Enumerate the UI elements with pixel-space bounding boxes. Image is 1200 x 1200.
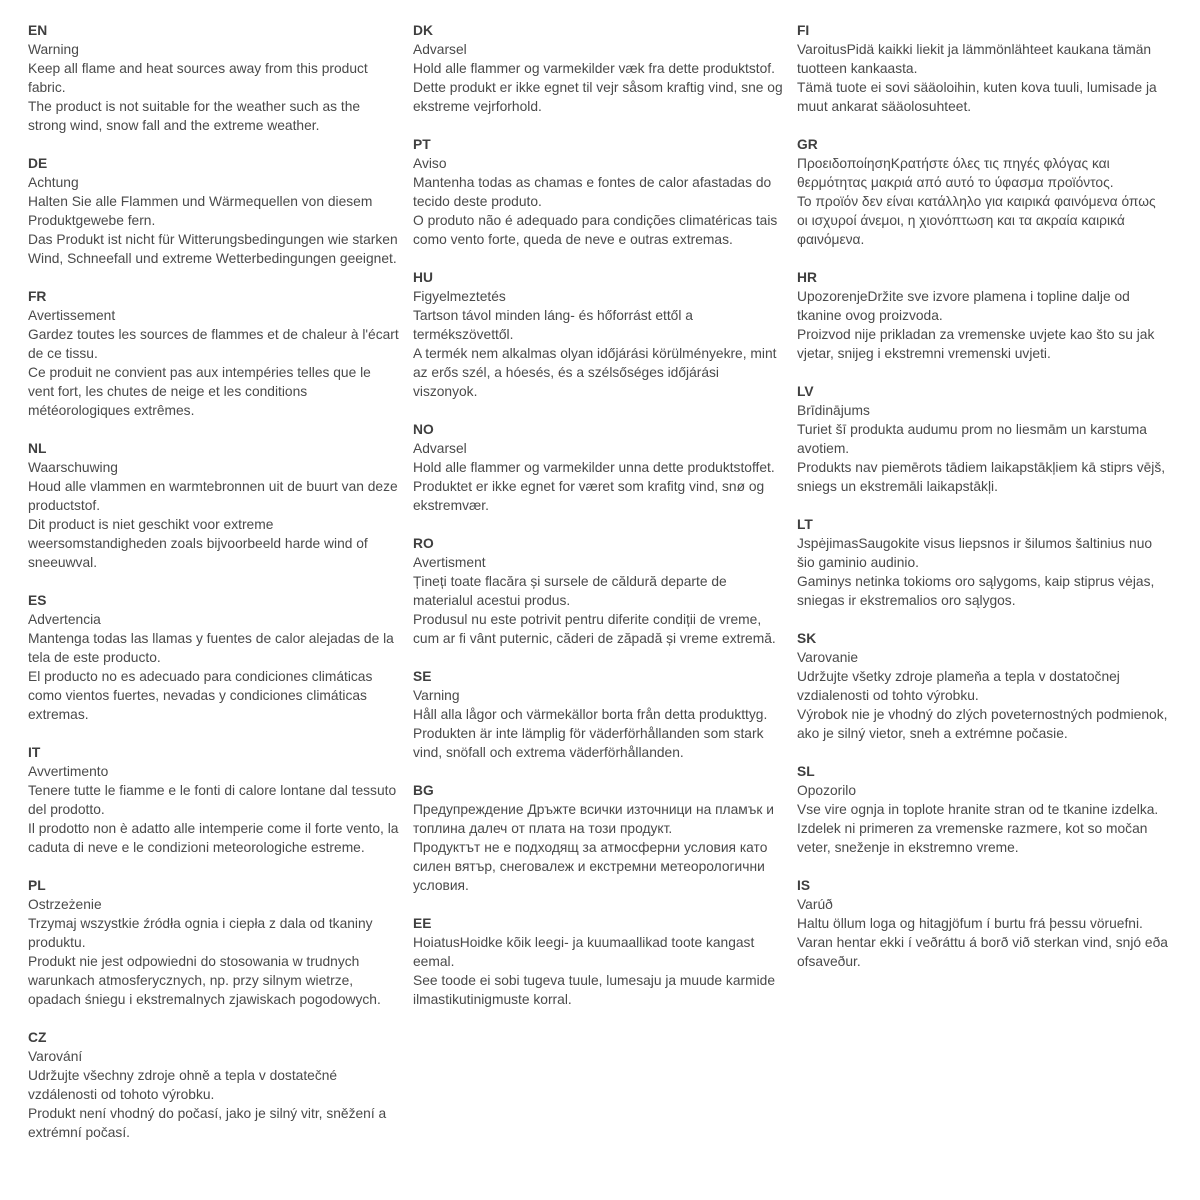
warning-sentence: Mantenga todas las llamas y fuentes de calor alejadas de la tela de este producto.	[28, 631, 394, 665]
lang-section-gr	[797, 135, 1169, 249]
warning-sentence: Haltu öllum loga og hitagjöfum í burtu frá þessu vöruefni.	[797, 916, 1143, 931]
warning-sentence: Produkts nav piemērots tādiem laikapstākļiem kā stiprs vējš, sniegs un ekstremāli laikapstākļi.	[797, 460, 1166, 494]
warning-sentence: ΠροειδοποίησηΚρατήστε όλες τις πηγές φλόγας και θερμότητας μακριά από αυτό το ύφασμα προϊόντος.	[797, 156, 1114, 190]
warning-sentence: HoiatusHoidke kõik leegi- ja kuumaallikad toote kangast eemal.	[413, 935, 755, 969]
warning-title: Varning	[413, 688, 460, 703]
warning-sentence: A termék nem alkalmas olyan időjárási körülményekre, mint az erős szél, a hóesés, és a szélsőséges időjárási viszonyok.	[413, 346, 777, 399]
lang-section-ee	[413, 914, 785, 1009]
warning-sentence: Gardez toutes les sources de flammes et de chaleur à l'écart de ce tissu.	[28, 327, 399, 361]
lang-code-lv: LV	[797, 384, 814, 399]
lang-code-de: DE	[28, 156, 48, 171]
warning-sentence: Produkten är inte lämplig för väderförhållanden som stark vind, snöfall och extrema väderförhållanden.	[413, 726, 764, 760]
lang-code-ro: RO	[413, 536, 434, 551]
lang-section-sl	[797, 762, 1169, 857]
lang-section-hr	[797, 268, 1169, 363]
warning-sentence: Dette produkt er ikke egnet til vejr såsom kraftig vind, sne og ekstreme vejrforhold.	[413, 80, 783, 114]
lang-section-nl	[28, 439, 400, 572]
lang-section-is	[797, 876, 1169, 971]
warning-sentence: Țineți toate flacăra și sursele de căldură departe de materialul acestui produs.	[413, 574, 727, 608]
lang-code-cz: CZ	[28, 1030, 47, 1045]
lang-section-fr	[28, 287, 400, 420]
lang-section-it	[28, 743, 400, 857]
warning-title: Brīdinājums	[797, 403, 870, 418]
warning-sentence: Предупреждение Дръжте всички източници на пламък и топлина далеч от плата на този продукт.	[413, 802, 774, 836]
lang-section-se	[413, 667, 785, 762]
warning-sentence: JspėjimasSaugokite visus liepsnos ir šilumos šaltinius nuo šio gaminio audinio.	[797, 536, 1153, 570]
lang-section-dk	[413, 21, 785, 116]
warning-sentence: O produto não é adequado para condições climatéricas tais como vento forte, queda de neve e outras extremas.	[413, 213, 778, 247]
warning-sentence: VaroitusPidä kaikki liekit ja lämmönlähteet kaukana tämän tuotteen kankaasta.	[797, 42, 1152, 76]
lang-section-es	[28, 591, 400, 724]
warning-title: Ostrzeżenie	[28, 897, 102, 912]
warning-sentence: Udržujte všechny zdroje ohně a tepla v dostatečné vzdálenosti od tohoto výrobku.	[28, 1068, 338, 1102]
lang-section-fi	[797, 21, 1169, 116]
lang-section-de	[28, 154, 400, 268]
lang-section-hu	[413, 268, 785, 401]
warning-title: Advertencia	[28, 612, 101, 627]
lang-code-pt: PT	[413, 137, 431, 152]
warning-title: Waarschuwing	[28, 460, 118, 475]
lang-section-pl	[28, 876, 400, 1009]
warning-sentence: Udržujte všetky zdroje plameňa a tepla v dostatočnej vzdialenosti od tohto výrobku.	[797, 669, 1120, 703]
lang-code-hu: HU	[413, 270, 433, 285]
warning-title: Advarsel	[413, 42, 467, 57]
lang-code-sl: SL	[797, 764, 815, 779]
lang-code-sk: SK	[797, 631, 817, 646]
warning-sentence: Turiet šī produkta audumu prom no liesmām un karstuma avotiem.	[797, 422, 1147, 456]
lang-code-gr: GR	[797, 137, 818, 152]
lang-code-fi: FI	[797, 23, 810, 38]
warning-sentence: Mantenha todas as chamas e fontes de calor afastadas do tecido deste produto.	[413, 175, 772, 209]
warning-title: Advarsel	[413, 441, 467, 456]
warning-title: Avvertimento	[28, 764, 109, 779]
warning-title: Warning	[28, 42, 79, 57]
column-2	[413, 21, 785, 1028]
warning-sentence: Izdelek ni primeren za vremenske razmere, kot so močan veter, sneženje in ekstremno vreme.	[797, 821, 1148, 855]
warning-title: Varovanie	[797, 650, 859, 665]
warning-sentence: Tenere tutte le fiamme e le fonti di calore lontane dal tessuto del prodotto.	[28, 783, 397, 817]
lang-code-is: IS	[797, 878, 811, 893]
warning-sentence: Το προϊόν δεν είναι κατάλληλο για καιρικά φαινόμενα όπως οι ισχυροί άνεμοι, η χιονόπτωση και τα ακραία καιρικά φαινόμενα.	[797, 194, 1156, 247]
warning-title: Avertisment	[413, 555, 486, 570]
lang-code-no: NO	[413, 422, 434, 437]
warning-sentence: Hold alle flammer og varmekilder væk fra dette produktstof.	[413, 61, 775, 76]
lang-section-lt	[797, 515, 1169, 610]
warning-sentence: UpozorenjeDržite sve izvore plamena i topline dalje od tkanine ovog proizvoda.	[797, 289, 1130, 323]
warning-sentence: Keep all flame and heat sources away from this product fabric.	[28, 61, 368, 95]
lang-section-sk	[797, 629, 1169, 743]
warning-sentence: Produkt nie jest odpowiedni do stosowania w trudnych warunkach atmosferycznych, np. przy silnym wietrze, opadach śniegu i ekstremalnych zjawiskach pogodowych.	[28, 954, 381, 1007]
lang-code-lt: LT	[797, 517, 813, 532]
warning-sentence: Gaminys netinka tokioms oro sąlygoms, kaip stiprus vėjas, sniegas ir ekstremalios oro sąlygos.	[797, 574, 1155, 608]
lang-section-en	[28, 21, 400, 135]
warning-sentence: Håll alla lågor och värmekällor borta från detta produkttyg.	[413, 707, 768, 722]
lang-code-ee: EE	[413, 916, 432, 931]
warning-sentence: Ce produit ne convient pas aux intempéries telles que le vent fort, les chutes de neige et les conditions météorologiques extrêmes.	[28, 365, 371, 418]
lang-section-bg	[413, 781, 785, 895]
warning-sentence: Produsul nu este potrivit pentru diferite condiții de vreme, cum ar fi vânt puternic, căderi de zăpadă și vreme extremă.	[413, 612, 776, 646]
warning-title: Achtung	[28, 175, 79, 190]
warning-sentence: Dit product is niet geschikt voor extreme weersomstandigheden zoals bijvoorbeeld harde wind of sneeuwval.	[28, 517, 368, 570]
warning-sentence: Il prodotto non è adatto alle intemperie come il forte vento, la caduta di neve e le condizioni meteorologiche estreme.	[28, 821, 399, 855]
lang-section-pt	[413, 135, 785, 249]
lang-code-en: EN	[28, 23, 48, 38]
lang-code-dk: DK	[413, 23, 433, 38]
warning-title: Varování	[28, 1049, 83, 1064]
lang-section-ro	[413, 534, 785, 648]
lang-code-se: SE	[413, 669, 432, 684]
warning-sentence: Продуктът не е подходящ за атмосферни условия като силен вятър, снеговалеж и екстремни метеорологични условия.	[413, 840, 768, 893]
warning-sentence: Proizvod nije prikladan za vremenske uvjete kao što su jak vjetar, snijeg i ekstremni vremenski uvjeti.	[797, 327, 1155, 361]
lang-section-no	[413, 420, 785, 515]
warning-sentence: Výrobok nie je vhodný do zlých poveternostných podmienok, ako je silný vietor, sneh a extrémne počasie.	[797, 707, 1168, 741]
lang-section-lv	[797, 382, 1169, 496]
warning-sentence: Produktet er ikke egnet for været som krafitg vind, snø og ekstremvær.	[413, 479, 765, 513]
warning-sentence: See toode ei sobi tugeva tuule, lumesaju ja muude karmide ilmastikutinigmuste korral.	[413, 973, 776, 1007]
warning-sentence: Vse vire ognja in toplote hranite stran od te tkanine izdelka.	[797, 802, 1159, 817]
lang-code-es: ES	[28, 593, 47, 608]
lang-code-nl: NL	[28, 441, 47, 456]
warning-title: Aviso	[413, 156, 447, 171]
lang-code-bg: BG	[413, 783, 434, 798]
lang-section-cz	[28, 1028, 400, 1142]
lang-code-it: IT	[28, 745, 41, 760]
lang-code-hr: HR	[797, 270, 817, 285]
warning-sentence: Halten Sie alle Flammen und Wärmequellen von diesem Produktgewebe fern.	[28, 194, 373, 228]
warning-sentence: The product is not suitable for the weather such as the strong wind, snow fall and the extreme weather.	[28, 99, 361, 133]
warning-sentence: Houd alle vlammen en warmtebronnen uit de buurt van deze productstof.	[28, 479, 398, 513]
warning-sentence: El producto no es adecuado para condiciones climáticas como vientos fuertes, nevadas y condiciones climáticas extremas.	[28, 669, 373, 722]
warning-sentence: Tartson távol minden láng- és hőforrást ettől a termékszövettől.	[413, 308, 693, 342]
column-3	[797, 21, 1169, 990]
warning-sentence: Produkt není vhodný do počasí, jako je silný vitr, sněžení a extrémní počasí.	[28, 1106, 387, 1140]
lang-code-pl: PL	[28, 878, 46, 893]
warning-title: Figyelmeztetés	[413, 289, 506, 304]
warning-title: Avertissement	[28, 308, 116, 323]
warning-sentence: Das Produkt ist nicht für Witterungsbedingungen wie starken Wind, Schneefall und extreme Wetterbedingungen geeignet.	[28, 232, 398, 266]
warning-sentence: Hold alle flammer og varmekilder unna dette produktstoffet.	[413, 460, 775, 475]
warning-title: Varúð	[797, 897, 833, 912]
warning-sentence: Tämä tuote ei sovi sääoloihin, kuten kova tuuli, lumisade ja muut ankarat sääolosuhteet.	[797, 80, 1157, 114]
warning-title: Opozorilo	[797, 783, 857, 798]
column-1	[28, 21, 400, 1161]
lang-code-fr: FR	[28, 289, 47, 304]
warning-sentence: Varan hentar ekki í veðráttu á borð við sterkan vind, snjó eða ofsaveður.	[797, 935, 1168, 969]
warning-sentence: Trzymaj wszystkie źródła ognia i ciepła z dala od tkaniny produktu.	[28, 916, 373, 950]
